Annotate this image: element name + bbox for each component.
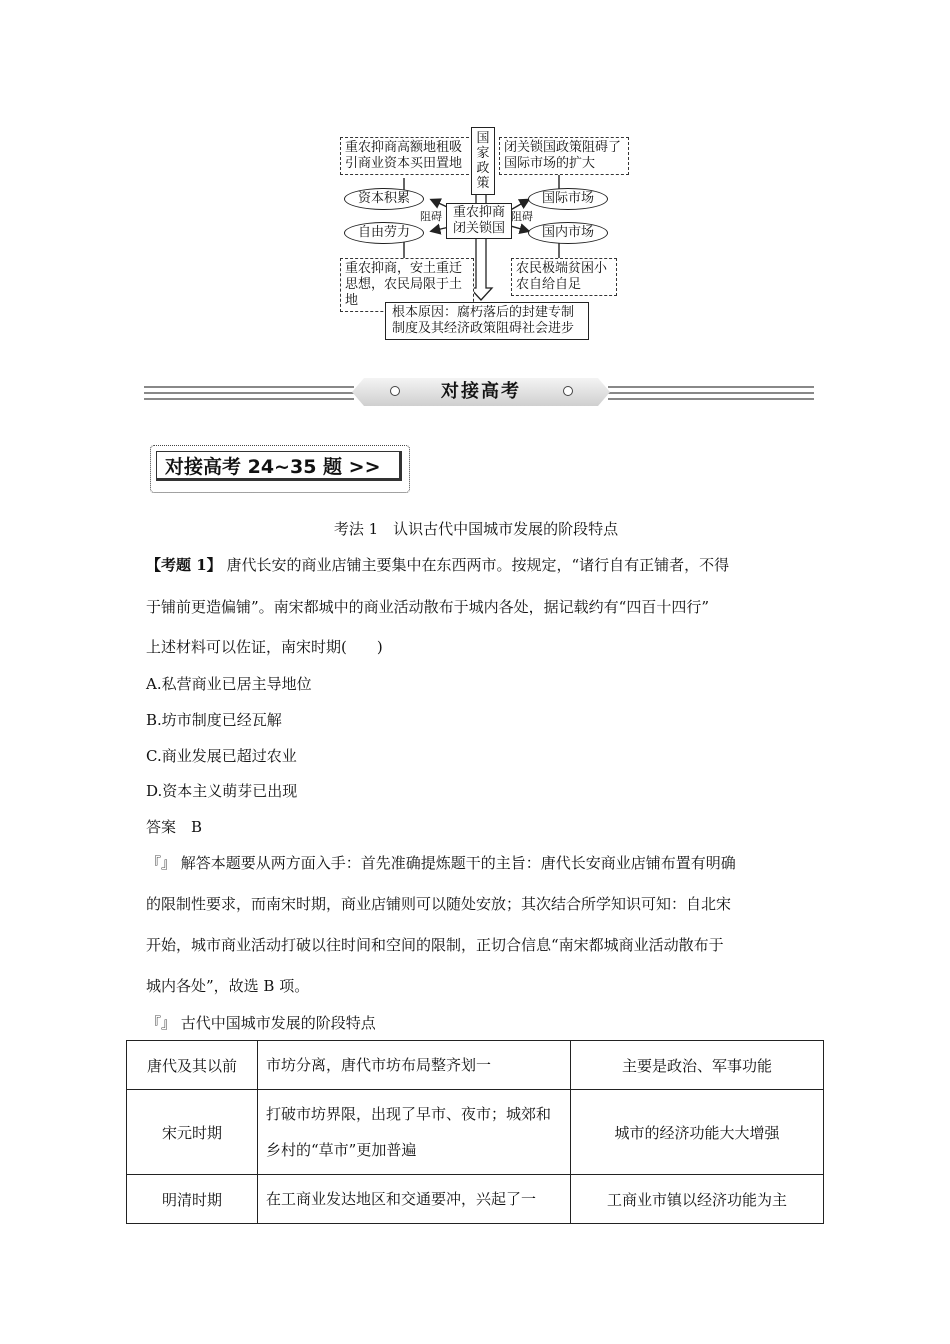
method-title: 考法 1 认识古代中国城市发展的阶段特点	[333, 520, 619, 538]
table-cell: 工商业市镇以经济功能为主	[571, 1175, 824, 1224]
question-line-3: 上述材料可以佐证，南宋时期( )	[146, 638, 383, 656]
question-line-1	[146, 554, 806, 575]
analysis-line-4: 城内各处”，故选 B 项。	[146, 977, 310, 995]
analysis-line-1: 『』 解答本题要从两方面入手：首先准确提炼题干的主旨：唐代长安商业店铺布置有明确	[146, 854, 736, 872]
table-cell: 宋元时期	[127, 1090, 258, 1175]
diagram-national-policy: 国家政策	[471, 127, 495, 195]
option-c: C.商业发展已超过农业	[146, 747, 297, 765]
summary-title: 『』 古代中国城市发展的阶段特点	[146, 1014, 376, 1032]
analysis-line-2: 的限制性要求，而南宋时期，商业店铺则可以随处安放；其次结合所学知识可知：自北宋	[146, 895, 732, 913]
section-title: 对接高考 24~35 题 >>	[156, 451, 402, 481]
diagram-free-labor: 自由劳力	[344, 222, 424, 244]
option-a: A.私营商业已居主导地位	[146, 675, 312, 693]
table-row	[127, 1175, 824, 1224]
banner-line-left-3	[144, 398, 354, 400]
table-cell: 打破市坊界限，出现了早市、夜市；城郊和乡村的“草市”更加普遍	[258, 1090, 571, 1175]
table-cell: 市坊分离，唐代市坊布局整齐划一	[258, 1041, 571, 1090]
diagram-bottom-right-note: 农民极端贫困小农自给自足	[511, 258, 617, 296]
banner-line-right-1	[608, 386, 814, 388]
question-line-2: 于铺前更造偏铺”。南宋都城中的商业活动散布于城内各处，据记载约有“四百十四行”	[146, 598, 710, 616]
analysis-line-3: 开始，城市商业活动打破以往时间和空间的限制，正切合信息“南宋都城商业活动散布于	[146, 936, 724, 954]
diagram-top-right-note: 闭关锁国政策阻碍了国际市场的扩大	[499, 137, 629, 175]
table-row	[127, 1090, 824, 1175]
diagram-obstruct-right: 阻碍	[511, 210, 533, 223]
table-cell: 城市的经济功能大大增强	[571, 1090, 824, 1175]
diagram-bottom-left-note: 重农抑商，安土重迁思想，农民局限于土地	[340, 258, 474, 312]
table-row	[127, 1041, 824, 1090]
diagram-obstruct-left: 阻碍	[420, 210, 442, 223]
stages-table	[126, 1040, 824, 1224]
diagram-top-left-note: 重农抑商高额地租吸引商业资本买田置地	[340, 137, 474, 175]
diagram-root-cause: 根本原因：腐朽落后的封建专制制度及其经济政策阻碍社会进步	[385, 302, 589, 340]
diagram-center-policy: 重农抑商闭关锁国	[446, 203, 512, 239]
option-b: B.坊市制度已经瓦解	[146, 711, 282, 729]
diagram-international-market: 国际市场	[528, 188, 608, 210]
banner-title: 对接高考	[441, 381, 521, 402]
banner-line-right-2	[608, 392, 814, 394]
banner-line-right-3	[608, 398, 814, 400]
table-cell: 明清时期	[127, 1175, 258, 1224]
diagram-domestic-market: 国内市场	[528, 222, 608, 244]
option-d: D.资本主义萌芽已出现	[146, 782, 298, 800]
table-cell: 主要是政治、军事功能	[571, 1041, 824, 1090]
banner-line-left-2	[144, 392, 354, 394]
answer: 答案 B	[146, 818, 203, 836]
banner-line-left-1	[144, 386, 354, 388]
question-label: 【考题 1】	[146, 556, 222, 574]
table-cell: 在工商业发达地区和交通要冲，兴起了一	[258, 1175, 571, 1224]
question-text-1: 唐代长安的商业店铺主要集中在东西两市。按规定，“诸行自有正铺者，不得	[226, 556, 730, 574]
diagram-capital-accumulation: 资本积累	[344, 188, 424, 210]
table-cell: 唐代及其以前	[127, 1041, 258, 1090]
